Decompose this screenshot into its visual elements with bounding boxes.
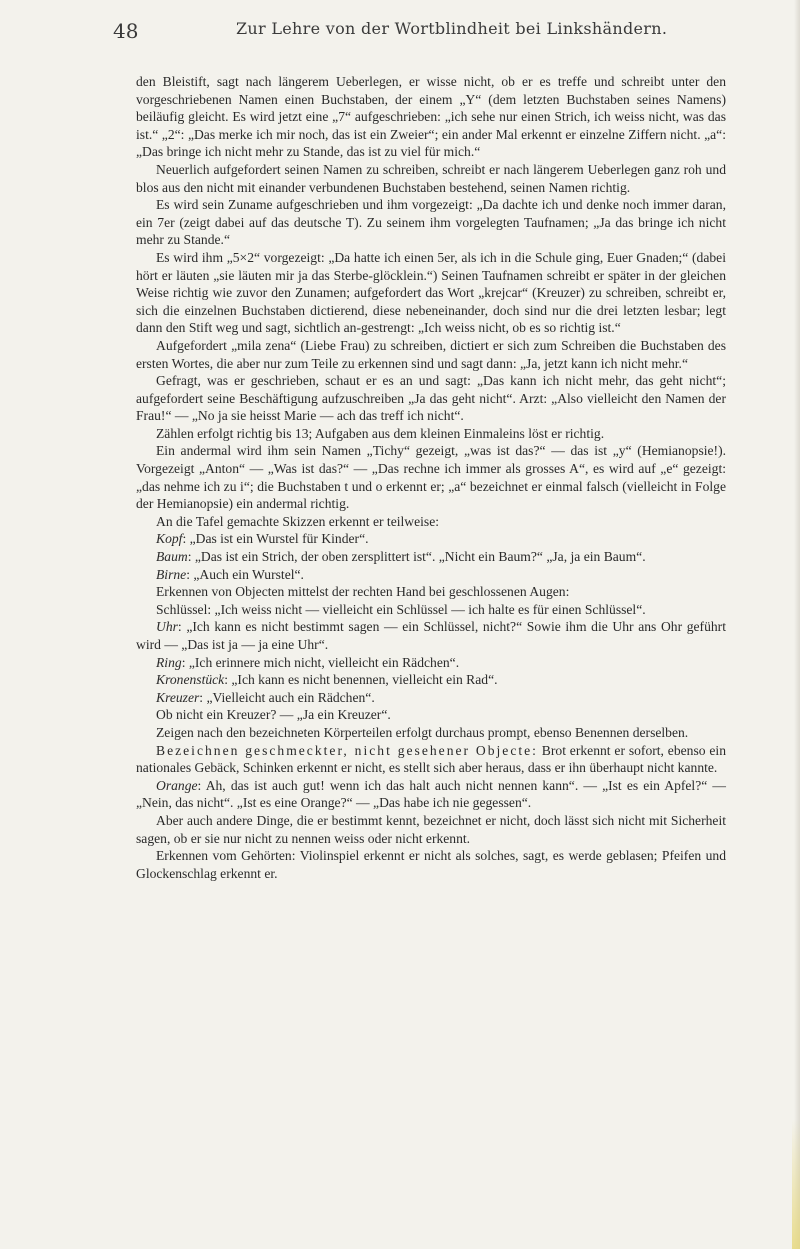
- object-text: : Ah, das ist auch gut! wenn ich das halt auch nicht nennen kann“. — „Ist es ein Apfel?“ — „Nein, das nicht“. „Ist es eine Orange?“ — „Das habe ich nie gegessen“.: [136, 777, 726, 811]
- sketch-item: [136, 566, 726, 584]
- paragraph: An die Tafel gemachte Skizzen erkennt er teilweise:: [156, 513, 440, 529]
- running-title: Zur Lehre von der Wortblindheit bei Linkshändern.: [236, 19, 668, 38]
- paragraph: Zeigen nach den bezeichneten Körperteilen erfolgt durchaus prompt, ebenso Benennen derselben.: [156, 724, 689, 740]
- page-edge-shadow: [794, 0, 800, 1249]
- sketch-text: : „Das ist ein Strich, der oben zersplittert ist“. „Nicht ein Baum?“ „Ja, ja ein Baum“.: [187, 549, 646, 565]
- section-heading: Bezeichnen geschmeckter, nicht gesehener Objecte:: [156, 742, 538, 758]
- object-text: : „Ich kann es nicht benennen, vielleicht ein Rad“.: [224, 672, 498, 688]
- object-label: Uhr: [156, 619, 178, 635]
- sketch-label: Kopf: [156, 531, 183, 547]
- paragraph: Es wird sein Zuname aufgeschrieben und ihm vorgezeigt: „Da dachte ich und denke noch immer daran, ein 7er (zeigt dabei auf das deutsche T). Zu seinem ihm vorgelegten Taufnamen; „Ja das bringe ich nicht mehr zu Stande.“: [136, 197, 726, 248]
- object-item: [136, 671, 726, 689]
- paragraph: Schlüssel: „Ich weiss nicht — vielleicht ein Schlüssel — ich halte es für einen Schlüssel“.: [156, 601, 646, 617]
- page-header: [0, 0, 800, 60]
- paragraph: Erkennen von Objecten mittelst der rechten Hand bei geschlossenen Augen:: [156, 584, 570, 600]
- paragraph: [136, 742, 726, 777]
- page-corner-tint: [792, 1119, 800, 1249]
- object-label: Ring: [156, 654, 182, 670]
- object-text: : „Ich kann es nicht bestimmt sagen — ein Schlüssel, nicht?“ Sowie ihm die Uhr ans Ohr geführt wird — „Das ist ja — ja eine Uhr“.: [136, 619, 726, 652]
- paragraph: Aber auch andere Dinge, die er bestimmt kennt, bezeichnet er nicht, doch lässt sich nicht mit Sicherheit sagen, ob er sie nur nicht zu nennen weiss oder nicht erkennt.: [136, 812, 726, 846]
- body-text: [136, 73, 726, 882]
- paragraph: Es wird ihm „5×2“ vorgezeigt: „Da hatte ich einen 5er, als ich in die Schule ging, Euer Gnaden;“ (dabei hört er läuten „sie läuten mir ja das Sterbe-glöcklein.“) Seinen Taufnamen schreibt er später in der gleichen Weise richtig wie zuvor den Zunamen; aufgefordert das Wort „krejcar“ (Kreuzer) zu schreiben, schreibt er, sich die einzelnen Buchstaben dictierend, diese nebeneinander, doch sind nur die drei letzten lesbar; legt dann den Stift weg und sagt, sichtlich an-gestrengt: „Ich weiss nicht, ob es so richtig ist.“: [136, 249, 726, 336]
- object-text: : „Vielleicht auch ein Rädchen“.: [199, 689, 375, 705]
- object-label: Orange: [156, 777, 198, 793]
- sketch-label: Birne: [156, 566, 187, 582]
- sketch-label: Baum: [156, 549, 188, 565]
- sketch-item: [136, 530, 726, 548]
- object-item: [136, 618, 726, 653]
- sketch-item: [136, 548, 726, 566]
- paragraph: Erkennen vom Gehörten: Violinspiel erkennt er nicht als solches, sagt, es werde geblasen; Pfeifen und Glockenschlag erkennt er.: [136, 848, 726, 881]
- paragraph: Gefragt, was er geschrieben, schaut er es an und sagt: „Das kann ich nicht mehr, das geht nicht“; aufgefordert seine Beschäftigung aufzuschreiben „Ja das geht nicht“. Arzt: „Also vielleicht den Namen der Frau!“ — „No ja sie heisst Marie — ach das treff ich nicht“.: [136, 373, 726, 424]
- sketch-text: : „Auch ein Wurstel“.: [186, 566, 304, 582]
- paragraph: Ob nicht ein Kreuzer? — „Ja ein Kreuzer“.: [156, 707, 391, 723]
- paragraph: Neuerlich aufgefordert seinen Namen zu schreiben, schreibt er nach längerem Ueberlegen ganz roh und blos aus den nicht mit einander verbundenen Buchstaben bestehend, seinen Namen richtig.: [136, 161, 726, 195]
- paragraph: den Bleistift, sagt nach längerem Ueberlegen, er wisse nicht, ob er es treffe und schreibt unter den vorgeschriebenen Namen einen Buchstaben, der einem „Y“ (dem letzten Buchstaben seines Namens) beiläufig gleicht. Es wird jetzt eine „7“ aufgeschrieben: „ich sehe nur einen Strich, ich weiss nicht, was das ist.“ „2“: „Das merke ich mir noch, das ist ein Zweier“; ein ander Mal erkennt er einzelne Ziffern nicht. „a“: „Das bringe ich nicht mehr zu Stande, das ist zu viel für mich.“: [136, 74, 726, 160]
- object-item: [136, 777, 726, 812]
- object-label: Kronenstück: [156, 672, 225, 688]
- object-label: Kreuzer: [156, 689, 200, 705]
- object-item: [136, 654, 726, 672]
- object-text: : „Ich erinnere mich nicht, vielleicht ein Rädchen“.: [181, 654, 460, 670]
- sketch-text: : „Das ist ein Wurstel für Kinder“.: [182, 531, 369, 547]
- paragraph: Zählen erfolgt richtig bis 13; Aufgaben aus dem kleinen Einmaleins löst er richtig.: [156, 425, 605, 441]
- paragraph: Aufgefordert „mila zena“ (Liebe Frau) zu schreiben, dictiert er sich zum Schreiben die Buchstaben des ersten Wortes, die aber nur zum Teile zu erkennen sind und sagt dann: „Ja, jetzt kann ich nicht mehr.“: [136, 337, 726, 371]
- page-number: 48: [113, 19, 139, 43]
- object-item: [136, 689, 726, 707]
- section-text: Brot erkennt er sofort, ebenso ein nationales Gebäck, Schinken erkennt er nicht, es stellt sich aber heraus, dass er ihn überhaupt nicht kannte.: [136, 742, 726, 776]
- paragraph: Ein andermal wird ihm sein Namen „Tichy“ gezeigt, „was ist das?“ — das ist „y“ (Hemianopsie!). Vorgezeigt „Anton“ — „Was ist das?“ — „Das rechne ich immer als grosses A“, es wird auf „e“ gezeigt: „das nehme ich zu i“; die Buchstaben t und o erkennt er; „a“ bezeichnet er einmal falsch (vielleicht in Folge der Hemianopsie) ein andermal richtig.: [136, 443, 726, 512]
